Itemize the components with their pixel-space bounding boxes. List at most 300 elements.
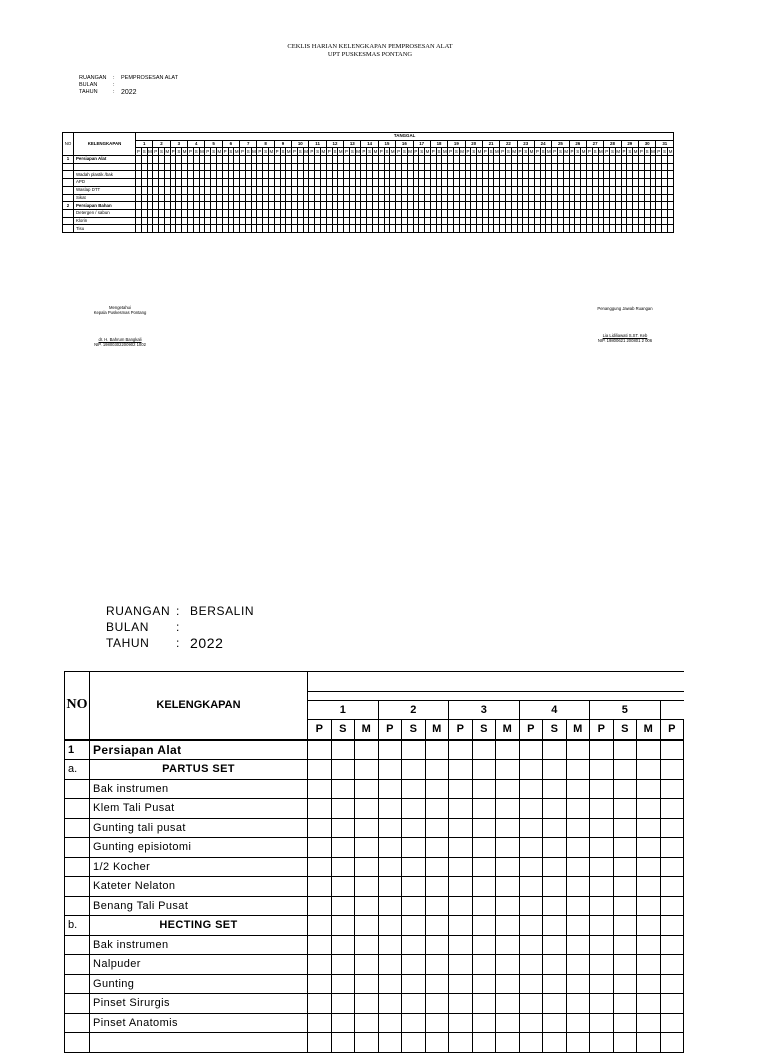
check-cell: [449, 799, 473, 819]
day-header: 1: [136, 140, 153, 148]
check-cell: [519, 818, 543, 838]
shift-header: P: [378, 720, 402, 740]
check-cell: [566, 760, 590, 780]
check-cell: [519, 1013, 543, 1033]
shift-header: M: [425, 720, 449, 740]
bulan-label: BULAN: [79, 82, 98, 88]
day-header: 3: [449, 700, 520, 720]
check-cell: [308, 838, 332, 858]
group-label: PARTUS SET: [90, 760, 308, 780]
check-cell: [613, 955, 637, 975]
signature-left: [70, 305, 170, 347]
shift-header: M: [633, 148, 638, 154]
check-cell: [378, 955, 402, 975]
check-cell: [449, 896, 473, 916]
check-cell: [402, 955, 426, 975]
shift-header: M: [442, 148, 447, 154]
check-cell: [378, 838, 402, 858]
shift-header: P: [622, 148, 626, 154]
check-cell: [449, 1013, 473, 1033]
check-cell: [519, 935, 543, 955]
shift-header: S: [524, 148, 528, 154]
shift-header: S: [645, 148, 649, 154]
row-label: Wadah plastik /bak: [74, 171, 136, 179]
table-row: [65, 818, 684, 838]
check-cell: [566, 896, 590, 916]
check-cell: [402, 974, 426, 994]
signature-left-role: Mengetahui: [109, 305, 131, 310]
check-cell: [660, 994, 684, 1014]
header-info: [79, 75, 178, 96]
day-header: 3: [170, 140, 187, 148]
check-cell: [637, 916, 661, 936]
check-cell: [543, 974, 567, 994]
check-cell: [660, 818, 684, 838]
check-cell: [637, 779, 661, 799]
shift-header: S: [576, 148, 580, 154]
shift-header: P: [223, 148, 227, 154]
check-cell: [308, 916, 332, 936]
shift-header: P: [275, 148, 279, 154]
check-cell: [667, 209, 673, 217]
separator: :: [113, 89, 115, 95]
check-cell: [308, 1013, 332, 1033]
row-number: [65, 1033, 90, 1053]
check-cell: [660, 857, 684, 877]
check-cell: [308, 857, 332, 877]
shift-header: P: [587, 148, 591, 154]
shift-header: S: [610, 148, 614, 154]
check-cell: [402, 818, 426, 838]
check-cell: [519, 760, 543, 780]
check-cell: [472, 857, 496, 877]
check-cell: [308, 740, 332, 760]
day-header-partial: [660, 700, 684, 720]
row-label: Persiapan Bahan: [74, 202, 136, 210]
day-header: 28: [604, 140, 621, 148]
shift-header: M: [355, 720, 379, 740]
check-cell: [449, 1033, 473, 1053]
day-header: 15: [378, 140, 395, 148]
shift-header: P: [136, 148, 140, 154]
shift-header: M: [408, 148, 412, 154]
ruangan-label: RUANGAN: [79, 75, 107, 81]
check-cell: [543, 994, 567, 1014]
check-cell: [331, 838, 355, 858]
shift-header-row: [63, 148, 674, 156]
check-cell: [519, 740, 543, 760]
check-cell: [402, 935, 426, 955]
check-cell: [660, 974, 684, 994]
check-cell: [613, 877, 637, 897]
check-cell: [519, 955, 543, 975]
check-cell: [472, 955, 496, 975]
check-cell: [566, 799, 590, 819]
shift-header: M: [668, 148, 673, 154]
row-number: 2: [63, 202, 74, 210]
row-number: [65, 838, 90, 858]
row-number: [63, 194, 74, 202]
separator: :: [113, 75, 115, 81]
check-cell: [378, 760, 402, 780]
check-cell: [402, 799, 426, 819]
shift-header: P: [501, 148, 505, 154]
shift-header: S: [177, 148, 181, 154]
check-cell: [378, 896, 402, 916]
shift-header: S: [472, 720, 496, 740]
day-header: 13: [344, 140, 361, 148]
shift-header: P: [293, 148, 296, 154]
row-number: [63, 186, 74, 194]
shift-header: M: [373, 148, 378, 154]
header-spacer: [308, 691, 684, 700]
shift-header: M: [252, 148, 256, 154]
check-cell: [590, 1033, 614, 1053]
shift-header: M: [599, 148, 603, 154]
check-cell: [355, 799, 379, 819]
check-cell: [543, 1033, 567, 1053]
shift-header: S: [454, 148, 458, 154]
check-cell: [637, 955, 661, 975]
shift-header: M: [637, 720, 661, 740]
check-cell: [590, 877, 614, 897]
separator: :: [113, 82, 115, 88]
shift-header: P: [240, 148, 244, 154]
table-row: [63, 186, 674, 194]
row-number: [63, 171, 74, 179]
check-cell: [590, 916, 614, 936]
check-cell: [472, 760, 496, 780]
check-cell: [355, 838, 379, 858]
row-label: 1/2 Kocher: [90, 857, 308, 877]
check-cell: [543, 838, 567, 858]
check-cell: [637, 896, 661, 916]
row-label: Pinset Sirurgis: [90, 994, 308, 1014]
shift-header: M: [338, 148, 343, 154]
check-cell: [402, 896, 426, 916]
shift-header: M: [460, 148, 464, 154]
shift-header: M: [564, 148, 569, 154]
check-cell: [331, 896, 355, 916]
tahun-value: 2022: [121, 89, 137, 96]
check-cell: [378, 1013, 402, 1033]
check-cell: [519, 994, 543, 1014]
shift-header: M: [496, 720, 520, 740]
shift-header: P: [414, 148, 418, 154]
check-cell: [378, 779, 402, 799]
check-cell: [590, 740, 614, 760]
check-cell: [566, 1013, 590, 1033]
document-subtitle: UPT PUSKESMAS PONTANG: [327, 51, 413, 58]
row-number: 1: [65, 740, 90, 760]
shift-header: S: [506, 148, 510, 154]
shift-header: S: [437, 148, 441, 154]
check-cell: [543, 935, 567, 955]
check-cell: [355, 760, 379, 780]
row-number: 1: [63, 156, 74, 164]
check-cell: [590, 818, 614, 838]
check-cell: [449, 955, 473, 975]
shift-header: P: [154, 148, 158, 154]
shift-header: M: [566, 720, 590, 740]
check-cell: [449, 857, 473, 877]
shift-header: P: [466, 148, 470, 154]
check-cell: [308, 896, 332, 916]
table-row: [65, 955, 684, 975]
shift-header: M: [200, 148, 204, 154]
check-cell: [355, 916, 379, 936]
shift-header: S: [264, 148, 268, 154]
check-cell: [402, 916, 426, 936]
day-header: 25: [552, 140, 569, 148]
check-cell: [378, 857, 402, 877]
check-cell: [402, 877, 426, 897]
check-cell: [637, 838, 661, 858]
shift-header: S: [331, 720, 355, 740]
check-cell: [496, 955, 520, 975]
check-cell: [425, 857, 449, 877]
shift-header: S: [350, 148, 354, 154]
check-cell: [543, 1013, 567, 1033]
check-cell: [613, 974, 637, 994]
shift-header: S: [420, 148, 424, 154]
check-cell: [355, 974, 379, 994]
day-header: 21: [482, 140, 499, 148]
check-cell: [331, 779, 355, 799]
shift-header: S: [472, 148, 476, 154]
check-cell: [519, 838, 543, 858]
shift-header: P: [379, 148, 383, 154]
check-cell: [402, 838, 426, 858]
row-number: [65, 896, 90, 916]
check-cell: [613, 935, 637, 955]
check-cell: [425, 935, 449, 955]
shift-header: S: [628, 148, 632, 154]
check-cell: [472, 1033, 496, 1053]
check-cell: [543, 955, 567, 975]
tahun-label: TAHUN: [106, 636, 150, 650]
signature-left-nip: NIP. 19800302200902 1002: [94, 342, 146, 347]
signature-right-name: Lia Lidiliawati S.ST. Keb: [602, 333, 648, 338]
check-cell: [637, 1013, 661, 1033]
row-label: Gunting episiotomi: [90, 838, 308, 858]
check-cell: [590, 935, 614, 955]
check-cell: [660, 779, 684, 799]
shift-header: M: [286, 148, 291, 154]
shift-header: P: [308, 720, 332, 740]
shift-header: P: [605, 148, 609, 154]
check-cell: [519, 896, 543, 916]
check-cell: [660, 877, 684, 897]
row-label: [90, 1033, 308, 1053]
row-label: Bak instrumen: [90, 935, 308, 955]
shift-header: M: [581, 148, 586, 154]
shift-header: P: [449, 720, 473, 740]
row-number: [65, 955, 90, 975]
check-cell: [425, 1033, 449, 1053]
table-row: [63, 171, 674, 179]
shift-header: P: [171, 148, 175, 154]
check-cell: [496, 818, 520, 838]
check-cell: [543, 760, 567, 780]
shift-header: S: [558, 148, 562, 154]
row-label: Gunting tali pusat: [90, 818, 308, 838]
check-cell: [308, 974, 332, 994]
check-cell: [543, 799, 567, 819]
check-cell: [355, 935, 379, 955]
table-row: [65, 857, 684, 877]
day-header: 18: [430, 140, 447, 148]
shift-header: P: [590, 720, 614, 740]
check-cell: [590, 1013, 614, 1033]
check-cell: [331, 760, 355, 780]
check-cell: [496, 994, 520, 1014]
signature-right-nip: NIP. 19800621 200801 2 006: [597, 338, 653, 343]
check-cell: [472, 916, 496, 936]
check-cell: [590, 838, 614, 858]
table-row: [65, 838, 684, 858]
row-label: [74, 163, 136, 171]
day-header: 24: [534, 140, 551, 148]
shift-header: M: [182, 148, 187, 154]
check-cell: [425, 818, 449, 838]
check-cell: [637, 799, 661, 819]
shift-header: P: [206, 148, 210, 154]
shift-header: P: [258, 148, 262, 154]
header-row: [63, 133, 674, 141]
day-header: 5: [590, 700, 661, 720]
check-cell: [590, 760, 614, 780]
check-cell: [402, 857, 426, 877]
check-cell: [331, 799, 355, 819]
check-cell: [308, 1033, 332, 1053]
check-cell: [637, 974, 661, 994]
shift-header: S: [541, 148, 545, 154]
check-cell: [543, 779, 567, 799]
table-row: [65, 877, 684, 897]
check-cell: [378, 1033, 402, 1053]
bulan-label: BULAN: [106, 620, 150, 634]
check-cell: [402, 994, 426, 1014]
check-cell: [308, 779, 332, 799]
shift-header: P: [310, 148, 314, 154]
row-number: [65, 818, 90, 838]
day-header: 5: [205, 140, 222, 148]
shift-header: P: [519, 720, 543, 740]
table-row: [65, 935, 684, 955]
day-header: 10: [292, 140, 309, 148]
check-cell: [566, 955, 590, 975]
check-cell: [613, 857, 637, 877]
shift-header: M: [165, 148, 170, 154]
row-number: [65, 994, 90, 1014]
check-cell: [331, 818, 355, 838]
shift-header: P: [431, 148, 435, 154]
check-cell: [590, 779, 614, 799]
day-header: 11: [309, 140, 326, 148]
tanggal-header-row: [65, 672, 684, 692]
shift-header: S: [316, 148, 320, 154]
check-cell: [355, 1013, 379, 1033]
check-cell: [472, 740, 496, 760]
check-cell: [331, 994, 355, 1014]
row-label: Sikat: [74, 194, 136, 202]
shift-header: S: [402, 720, 426, 740]
check-cell: [355, 818, 379, 838]
check-cell: [543, 877, 567, 897]
check-cell: [667, 163, 673, 171]
check-cell: [543, 818, 567, 838]
check-cell: [472, 896, 496, 916]
check-cell: [449, 838, 473, 858]
check-cell: [449, 974, 473, 994]
check-cell: [519, 877, 543, 897]
row-label: Persiapan Alat: [74, 156, 136, 164]
row-label: APD: [74, 179, 136, 187]
check-cell: [637, 760, 661, 780]
check-cell: [449, 935, 473, 955]
check-cell: [331, 1013, 355, 1033]
shift-header: P: [483, 148, 487, 154]
ruangan-value: BERSALIN: [190, 604, 255, 618]
signature-right: [580, 306, 670, 343]
check-cell: [667, 194, 673, 202]
check-cell: [331, 740, 355, 760]
check-cell: [402, 1013, 426, 1033]
check-cell: [660, 1013, 684, 1033]
check-cell: [425, 760, 449, 780]
row-number: [63, 209, 74, 217]
day-header: 23: [517, 140, 534, 148]
table-row: [65, 974, 684, 994]
day-header: 12: [326, 140, 343, 148]
row-label: Bak instrumen: [90, 779, 308, 799]
day-header-row: [63, 140, 674, 148]
check-cell: [331, 955, 355, 975]
check-cell: [660, 760, 684, 780]
shift-header: M: [651, 148, 655, 154]
table-row: [65, 779, 684, 799]
shift-header: S: [246, 148, 250, 154]
check-cell: [496, 1033, 520, 1053]
day-header: 19: [448, 140, 465, 148]
shift-header: P: [657, 148, 661, 154]
check-cell: [496, 877, 520, 897]
check-cell: [308, 818, 332, 838]
tahun-value: 2022: [190, 635, 224, 651]
row-label: Persiapan Alat: [90, 740, 308, 760]
shift-header: P: [362, 148, 366, 154]
check-cell: [667, 171, 673, 179]
check-cell: [472, 1013, 496, 1033]
check-cell: [331, 877, 355, 897]
row-number: a.: [65, 760, 90, 780]
row-number: [65, 974, 90, 994]
check-cell: [496, 838, 520, 858]
check-cell: [590, 896, 614, 916]
row-number: [65, 857, 90, 877]
shift-header: M: [234, 148, 239, 154]
group-label: HECTING SET: [90, 916, 308, 936]
check-cell: [402, 1033, 426, 1053]
check-cell: [613, 896, 637, 916]
check-cell: [613, 799, 637, 819]
check-cell: [378, 877, 402, 897]
check-cell: [667, 202, 673, 210]
table-row: [65, 799, 684, 819]
check-cell: [425, 799, 449, 819]
shift-header: S: [212, 148, 216, 154]
